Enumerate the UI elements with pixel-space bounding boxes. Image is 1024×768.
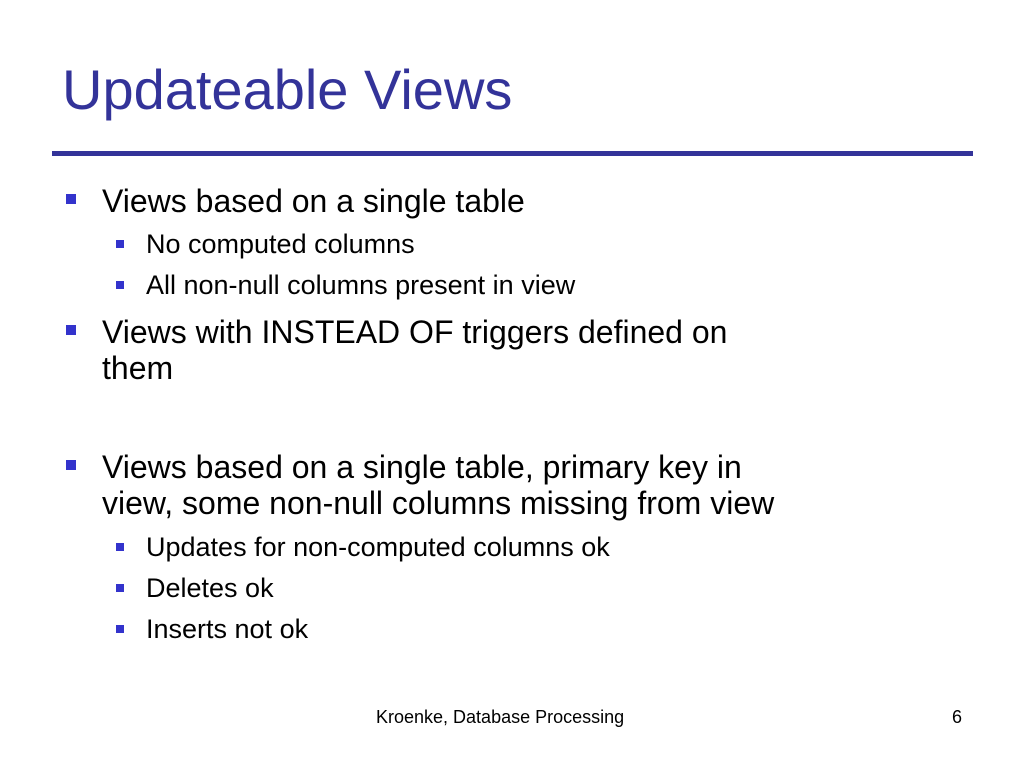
square-bullet-icon — [116, 281, 124, 289]
sub-bullet-item: Updates for non-computed columns ok — [146, 532, 610, 562]
bullet-item-line: Views based on a single table, primary key in — [102, 449, 742, 485]
sub-bullet-item: Deletes ok — [146, 573, 274, 603]
square-bullet-icon — [116, 584, 124, 592]
bullet-item-line: them — [102, 350, 174, 386]
sub-bullet-item: No computed columns — [146, 229, 415, 259]
slide-title: Updateable Views — [62, 58, 513, 121]
bullet-item-line: Views with INSTEAD OF triggers defined on — [102, 314, 728, 350]
footer-source: Kroenke, Database Processing — [376, 707, 625, 727]
slide-number: 6 — [952, 707, 963, 727]
sub-bullet-item: All non-null columns present in view — [146, 270, 576, 300]
square-bullet-icon — [116, 625, 124, 633]
bullet-item: Views based on a single table — [102, 183, 525, 219]
square-bullet-icon — [66, 194, 76, 204]
square-bullet-icon — [66, 460, 76, 470]
sub-bullet-item: Inserts not ok — [146, 614, 309, 644]
square-bullet-icon — [116, 543, 124, 551]
square-bullet-icon — [116, 240, 124, 248]
bullet-item-line: view, some non-null columns missing from view — [102, 485, 775, 521]
square-bullet-icon — [66, 325, 76, 335]
